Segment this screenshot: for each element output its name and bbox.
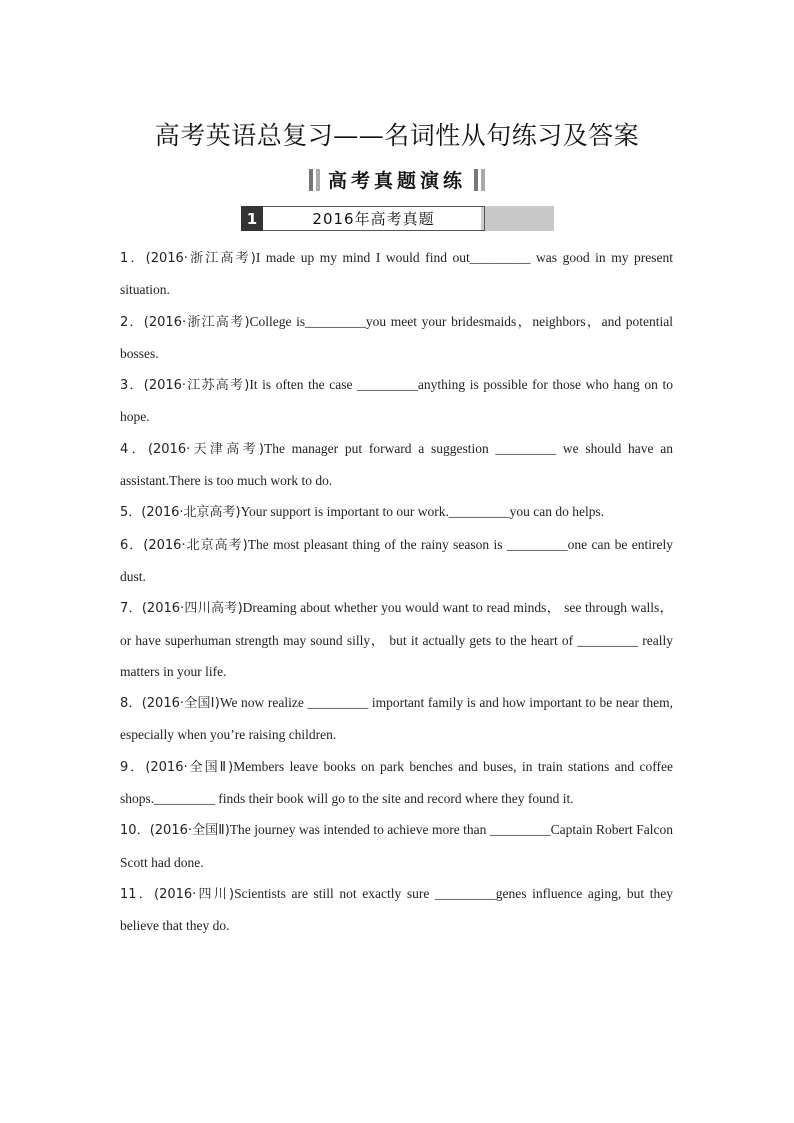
- question-source: 7．(2016·四川高考): [120, 601, 243, 617]
- question-text: College is_________you meet your bridesmaids，neighbors，and potential bosses.: [120, 313, 673, 361]
- banner-title: 高考真题演练: [327, 170, 466, 192]
- banner-left-bars: [309, 169, 320, 191]
- question-text: The manager put forward a suggestion _________ we should have an assistant.There is too much work to do.: [120, 440, 673, 489]
- question-item: [120, 592, 673, 687]
- question-text: It is often the case _________anything is possible for those who hang on to hope.: [120, 377, 673, 425]
- question-source: 8．(2016·全国Ⅰ): [120, 696, 220, 712]
- question-source: 2．(2016·浙江高考): [120, 314, 250, 330]
- question-item: [120, 814, 673, 878]
- question-item: [120, 242, 673, 306]
- question-source: 1．(2016·浙江高考): [120, 251, 256, 266]
- question-text: Dreaming about whether you would want to read minds， see through walls， or have superhuman strength may sound silly， but it actually gets to the heart of _________ really matters in your life.: [120, 600, 673, 679]
- section-banner: [0, 166, 794, 193]
- banner-right-bars: [474, 169, 485, 191]
- question-item: [120, 433, 673, 497]
- question-text: We now realize _________ important family is and how important to be near them, especially when you’re raising children.: [120, 695, 673, 743]
- question-text: Your support is important to our work._________you can do helps.: [240, 504, 605, 520]
- question-source: 10．(2016·全国Ⅱ): [120, 823, 230, 839]
- question-item: [120, 529, 673, 593]
- question-item: [120, 751, 673, 815]
- question-source: 11．(2016·四川): [120, 886, 235, 902]
- question-text: The journey was intended to achieve more than _________Captain Robert Falcon Scott had done.: [120, 822, 673, 870]
- question-text: The most pleasant thing of the rainy season is _________one can be entirely dust.: [120, 536, 673, 584]
- question-list: [120, 242, 673, 942]
- question-text: Members leave books on park benches and buses, in train stations and coffee shops._________ finds their book will go to the site and record where they found it.: [120, 758, 673, 807]
- section-header: [241, 206, 554, 231]
- question-source: 9．(2016·全国Ⅱ): [120, 759, 234, 775]
- document-title: 高考英语总复习——名词性从句练习及答案: [154, 121, 640, 150]
- question-item: [120, 878, 673, 942]
- section-label: 2016年高考真题: [263, 206, 485, 231]
- question-source: 5．(2016·北京高考): [120, 505, 241, 521]
- question-text: I made up my mind I would find out_________ was good in my present situation.: [120, 250, 673, 298]
- question-source: 3．(2016·江苏高考): [120, 378, 250, 394]
- question-text: Scientists are still not exactly sure _________genes influence aging, but they believe that they do.: [120, 885, 673, 934]
- question-item: [120, 306, 673, 370]
- question-item: [120, 687, 673, 751]
- section-header-fill: [485, 206, 554, 231]
- question-source: 4．(2016·天津高考): [120, 441, 264, 457]
- section-number: 1: [241, 206, 263, 231]
- question-item: [120, 369, 673, 433]
- question-source: 6．(2016·北京高考): [120, 537, 248, 553]
- question-item: [120, 496, 673, 528]
